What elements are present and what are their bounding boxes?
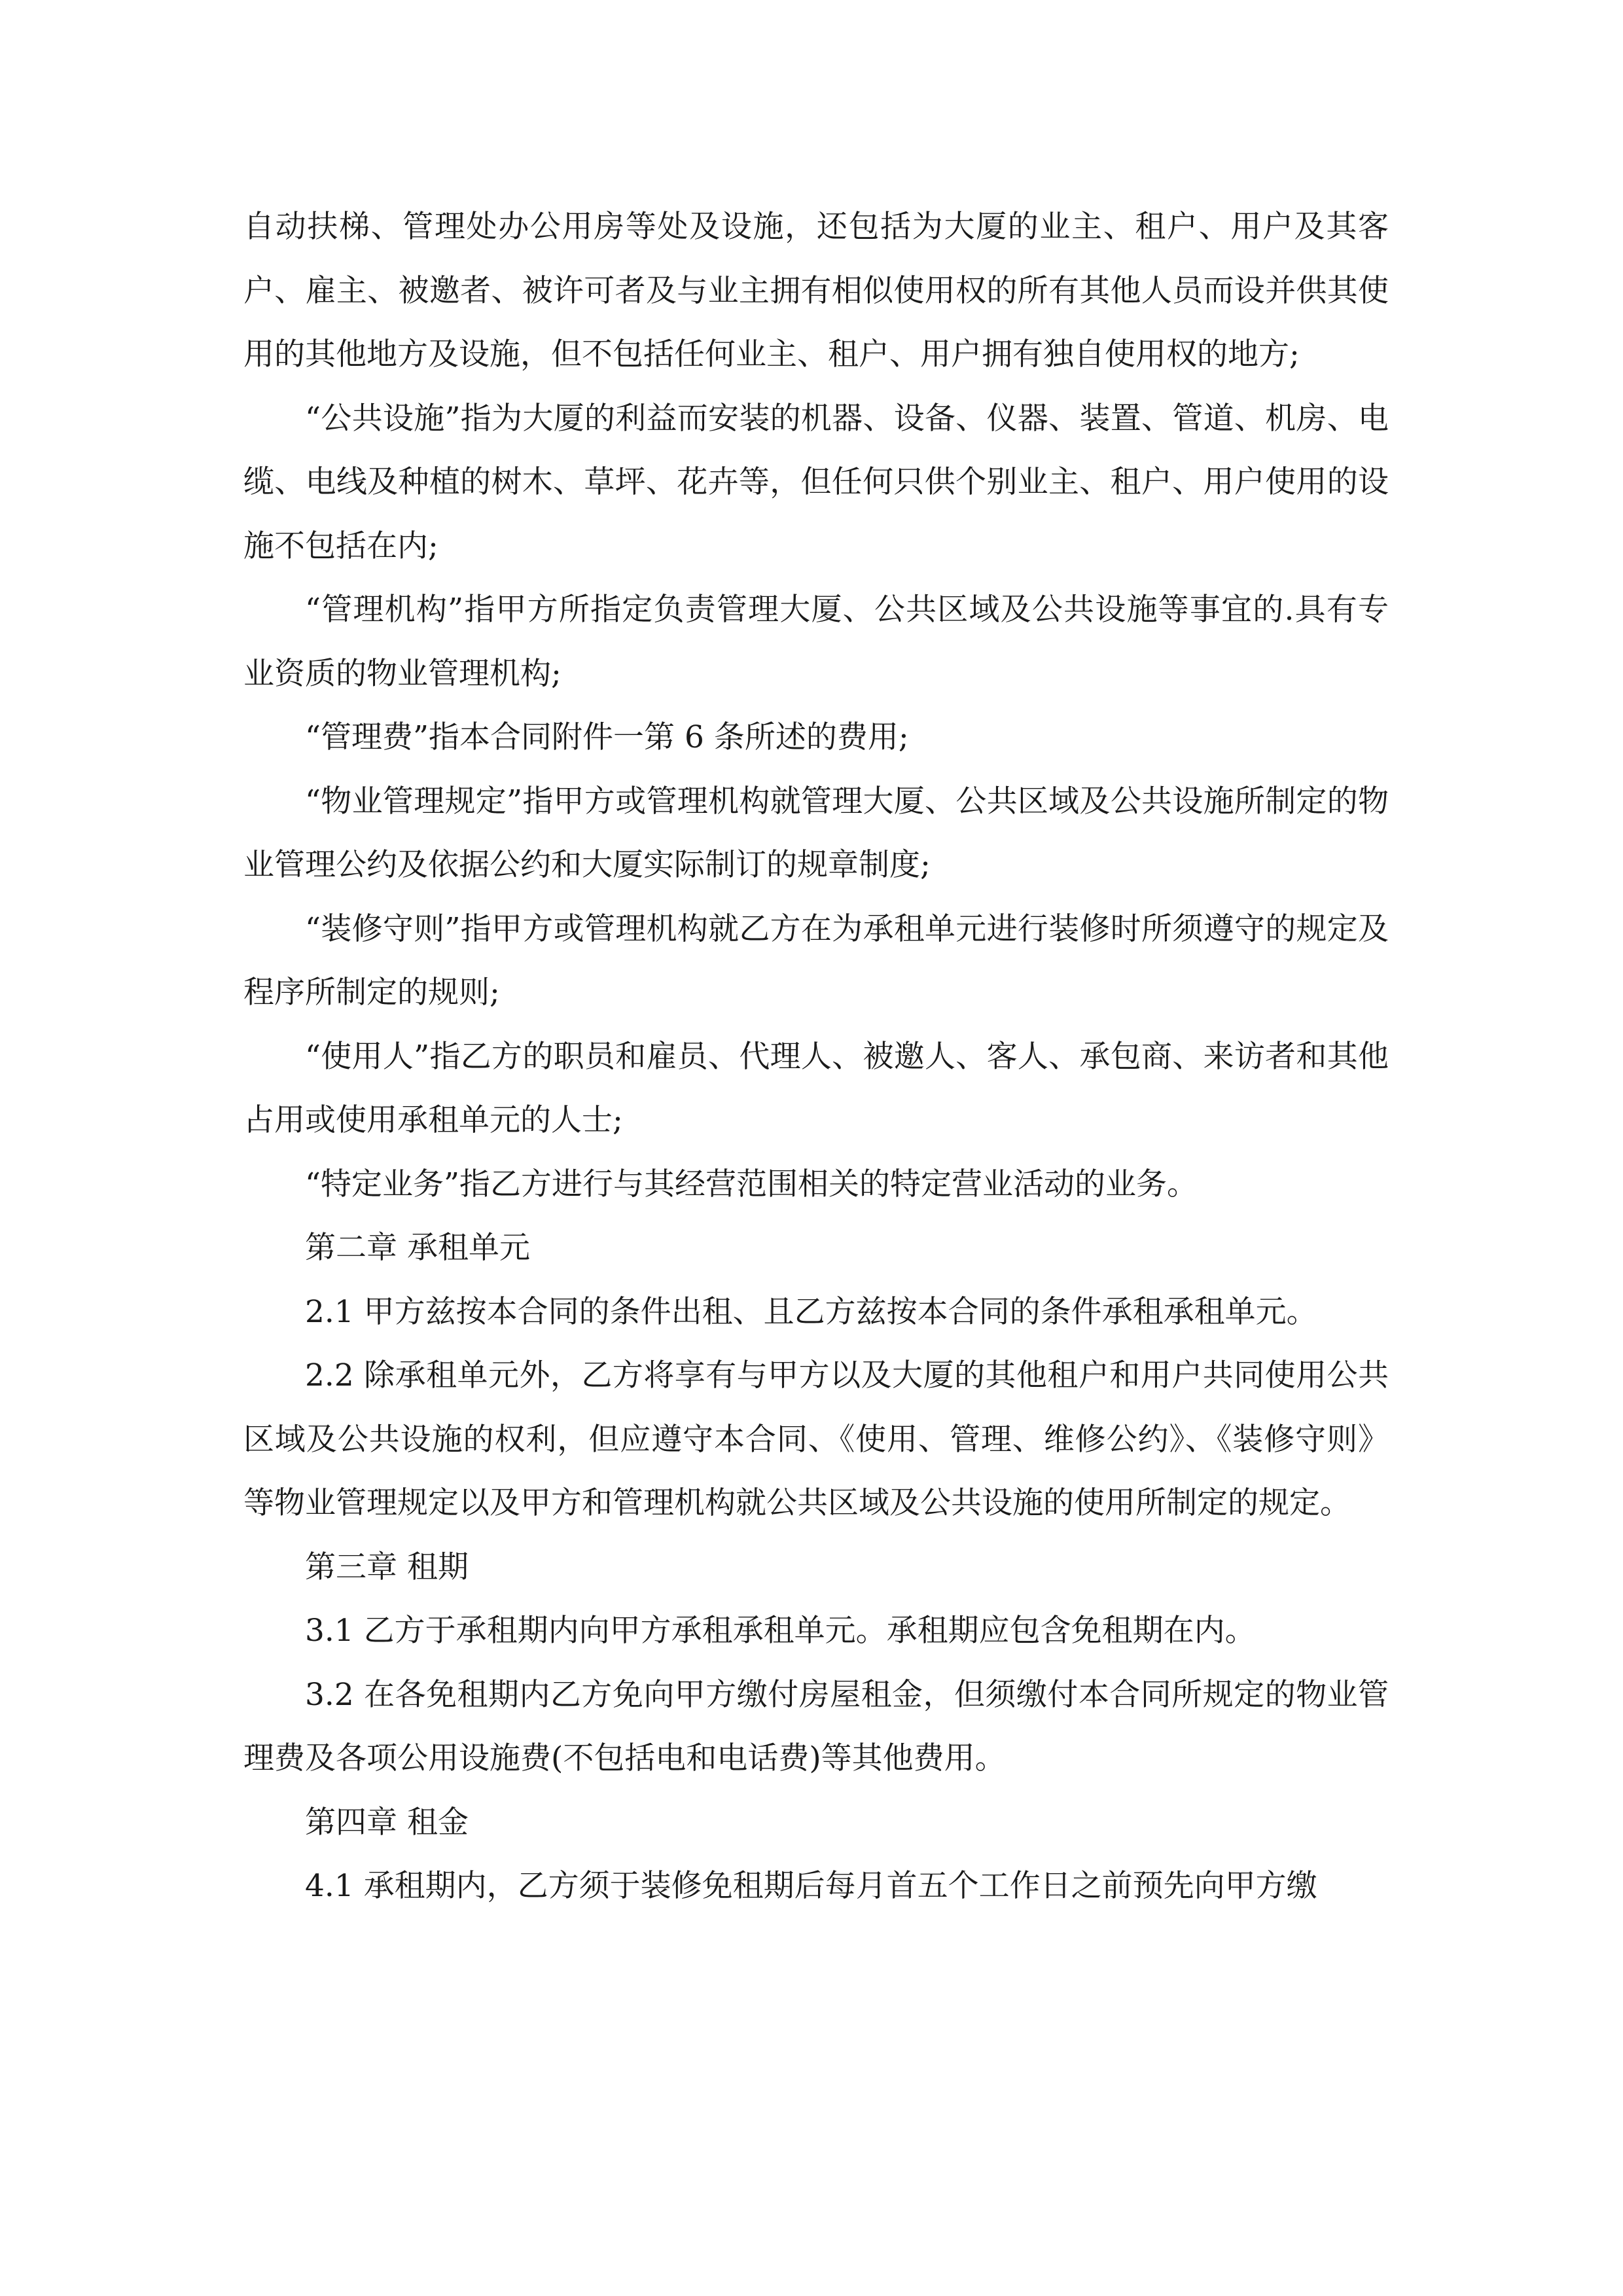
- definition-user: “使用人”指乙方的职员和雇员、代理人、被邀人、客人、承包商、来访者和其他占用或使用承租单元的人士;: [243, 1038, 1389, 1138]
- definition-specific-business: “特定业务”指乙方进行与其经营范围相关的特定营业活动的业务。: [305, 1166, 1198, 1202]
- definition-renovation-rules: “装修守则”指甲方或管理机构就乙方在为承租单元进行装修时所须遵守的规定及程序所制定的规则;: [243, 910, 1389, 1011]
- definition-property-rules: “物业管理规定”指甲方或管理机构就管理大厦、公共区域及公共设施所制定的物业管理公约及依据公约和大厦实际制订的规章制度;: [243, 783, 1389, 883]
- definition-management-fee: “管理费”指本合同附件一第 6 条所述的费用;: [305, 719, 909, 755]
- chapter-heading-lease-term: 第三章 租期: [305, 1549, 469, 1585]
- definition-public-facilities: “公共设施”指为大厦的利益而安装的机器、设备、仪器、装置、管道、机房、电缆、电线及种植的树木、草坪、花卉等，但任何只供个别业主、租户、用户使用的设施不包括在内;: [243, 400, 1389, 564]
- document-body: [243, 195, 1389, 1918]
- paragraph-common-area-continued: 自动扶梯、管理处办公用房等处及设施，还包括为大厦的业主、租户、用户及其客户、雇主、被邀者、被许可者及与业主拥有相似使用权的所有其他人员而设并供其使用的其他地方及设施，但不包括任何业主、租户、用户拥有独自使用权的地方;: [243, 209, 1389, 372]
- clause-3-1: 3.1 乙方于承租期内向甲方承租承租单元。承租期应包含免租期在内。: [305, 1613, 1256, 1649]
- chapter-heading-leased-unit: 第二章 承租单元: [305, 1230, 530, 1266]
- clause-4-1: 4.1 承租期内，乙方须于装修免租期后每月首五个工作日之前预先向甲方缴: [305, 1868, 1317, 1904]
- chapter-heading-rent: 第四章 租金: [305, 1804, 469, 1840]
- clause-2-1: 2.1 甲方兹按本合同的条件出租、且乙方兹按本合同的条件承租承租单元。: [305, 1293, 1317, 1330]
- definition-management-agency: “管理机构”指甲方所指定负责管理大厦、公共区域及公共设施等事宜的.具有专业资质的物业管理机构;: [243, 592, 1389, 692]
- clause-2-2: 2.2 除承租单元外，乙方将享有与甲方以及大厦的其他租户和用户共同使用公共区域及公共设施的权利，但应遵守本合同、《使用、管理、维修公约》、《装修守则》等物业管理规定以及甲方和管理机构就公共区域及公共设施的使用所制定的规定。: [243, 1357, 1389, 1521]
- clause-3-2: 3.2 在各免租期内乙方免向甲方缴付房屋租金，但须缴付本合同所规定的物业管理费及各项公用设施费(不包括电和电话费)等其他费用。: [243, 1676, 1389, 1776]
